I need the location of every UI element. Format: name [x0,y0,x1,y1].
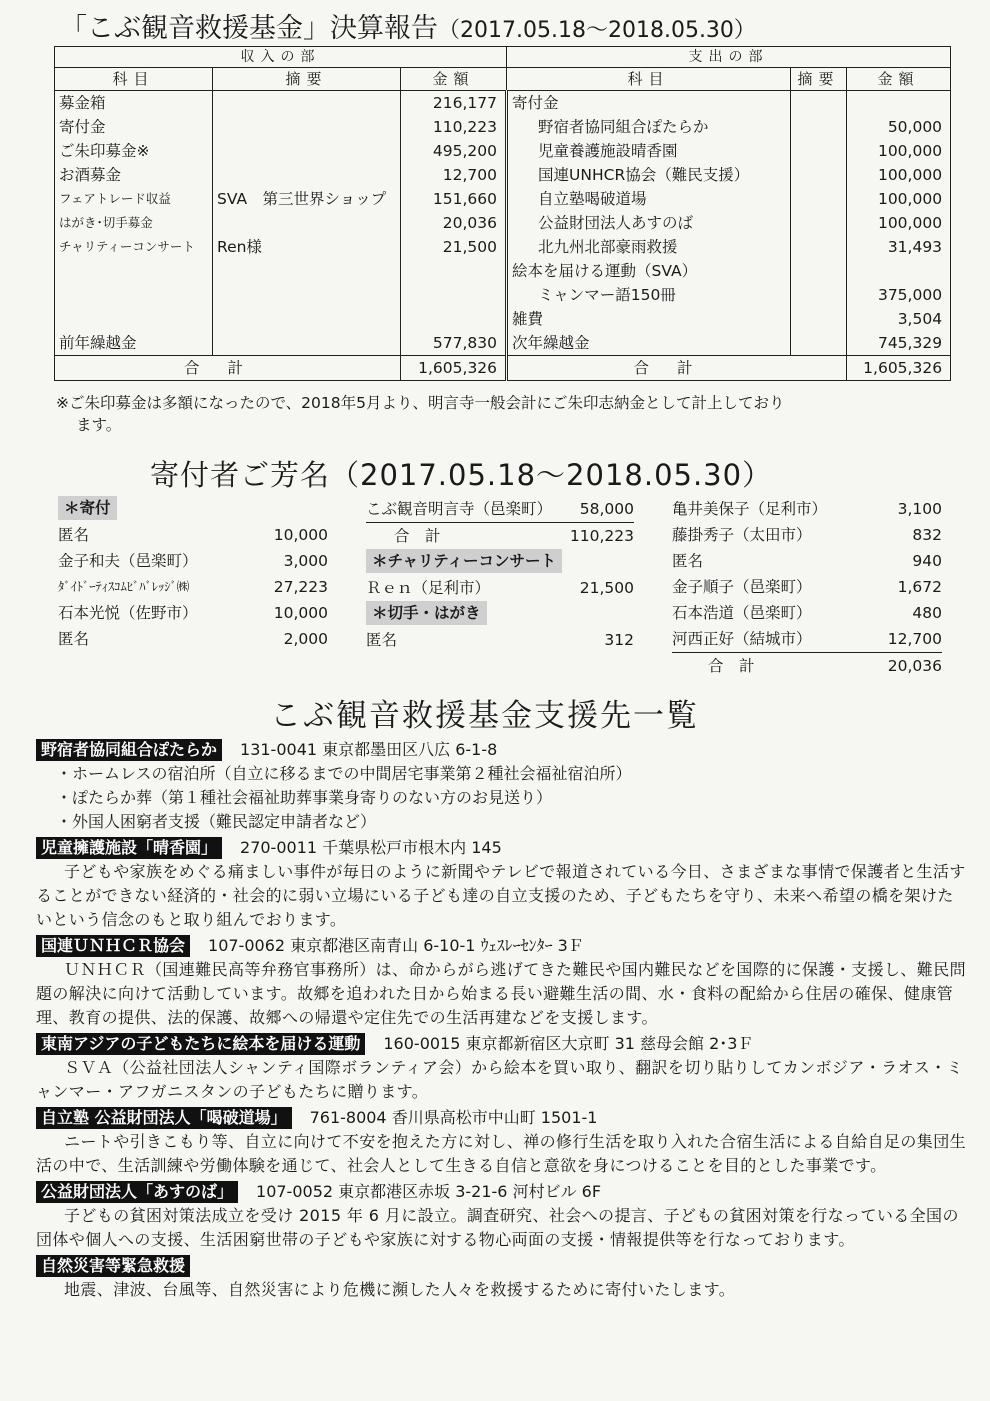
expense-item: 児童養護施設晴香園 [507,139,791,163]
expense-item: 自立塾喝破道場 [507,187,791,211]
list-item: こぶ観音明言寺（邑楽町） 58,000 [366,496,634,523]
footnote-line: ます。 [76,416,122,434]
stamp-tag: ＊切手・はがき [366,601,487,625]
table-row [55,139,951,163]
org-description: 子どもの貧困対策法成立を受け 2015 年 6 月に設立。調査研究、社会への提言、子どもの貧困対策を行なっている全国の団体や個人への支援、生活困窮世帯の子どもや家族に対する物心両面の支援・情報提供等を行なっております。 [36,1206,959,1249]
footnote-line: ※ご朱印募金は多額になったので、2018年5月より、明言寺一般会計にご朱印志納金として計上しており [56,394,785,412]
org-heading: 自然災害等緊急救援 [36,1254,966,1278]
expense-amount: 375,000 [847,283,951,307]
income-col-amount: 金額 [401,68,507,91]
income-col-desc: 摘要 [213,68,401,91]
income-amount: 21,500 [401,235,507,259]
income-item: はがき･切手募金 [55,211,213,235]
table-row [55,187,951,211]
income-desc [213,331,401,356]
expense-amount: 100,000 [847,163,951,187]
expense-item: 公益財団法人あすのば [507,211,791,235]
list-item: 石本光悦（佐野市） 10,000 [58,604,328,622]
income-amount: 216,177 [401,91,507,116]
list-item: 石本浩道（邑楽町） 480 [672,604,942,622]
income-desc [213,163,401,187]
list-item: 亀井美保子（足利市） 3,100 [672,500,942,518]
income-desc [213,115,401,139]
income-item: チャリティーコンサート [55,235,213,259]
report-title-main: 「こぶ観音救援基金」決算報告 [60,13,438,44]
income-item: 寄付金 [55,115,213,139]
table-row [55,259,951,283]
org-heading: 自立塾 公益財団法人「喝破道場」 761-8004 香川県高松市中山町 1501-1 [36,1106,966,1130]
income-total-label: 合計 [55,356,401,381]
org-description: 地震、津波、台風等、自然災害により危機に瀕した人々を救援するために寄付いたします。 [64,1280,736,1299]
org-heading: 野宿者協同組合ぽたらか 131-0041 東京都墨田区八広 6-1-8 [36,738,966,762]
list-item: ・ホームレスの宿泊所（自立に移るまでの中間居宅事業第２種社会福祉宿泊所） [56,764,632,783]
org-heading: 東南アジアの子どもたちに絵本を届ける運動 160-0015 東京都新宿区大京町 31 慈母会館 2･3Ｆ [36,1032,966,1056]
table-row [55,331,951,356]
list-item: Ｒｅｎ（足利市） 21,500 [366,579,634,597]
expense-item: ミャンマー語150冊 [507,283,791,307]
income-amount: 110,223 [401,115,507,139]
org-heading: 公益財団法人「あすのば」 107-0052 東京都港区赤坂 3-21-6 河村ビル 6F [36,1180,966,1204]
expense-col-amount: 金額 [847,68,951,91]
list-item: 金子和夫（邑楽町） 3,000 [58,552,328,570]
income-amount: 495,200 [401,139,507,163]
org-heading: 児童擁護施設「晴香園」 270-0011 千葉県松戸市根木内 145 [36,836,966,860]
table-row [55,283,951,307]
financial-table [54,46,951,381]
expense-col-desc: 摘要 [791,68,847,91]
expense-amount [847,259,951,283]
income-col-item: 科目 [55,68,213,91]
expense-amount: 745,329 [847,331,951,356]
table-row [55,211,951,235]
org-description: ＵＮＨＣＲ（国連難民高等弁務官事務所）は、命からがら逃げてきた難民や国内難民などを国際的に保護・支援し、難民問題の解決に向けて活動しています。故郷を追われた日から始まる長い避難生活の間、水・食料の配給から住居の確保、健康管理、教育の提供、法的保護、故郷への帰還や定住先での生活再建などを支援します。 [36,960,967,1027]
table-row [55,163,951,187]
expense-amount: 100,000 [847,211,951,235]
list-item: ・外国人困窮者支援（難民認定申請者など） [56,812,377,831]
income-item: 前年繰越金 [55,331,213,356]
expense-amount: 31,493 [847,235,951,259]
list-item: ・ぽたらか葬（第１種社会福祉助葬事業身寄りのない方のお見送り） [56,788,553,807]
total-row [55,356,951,381]
org-description: ニートや引きこもり等、自立に向けて不安を抱えた方に対し、禅の修行生活を取り入れた合宿生活による自給自足の集団生活の中で、生活訓練や労働体験を通じて、社会人として生きる自信と意欲を身につけることを目的とした事業です。 [36,1132,967,1175]
expense-total: 1,605,326 [847,356,951,381]
footnote [56,392,946,436]
donor-column-1 [58,496,328,652]
income-amount: 151,660 [401,187,507,211]
report-title-range: （2017.05.18〜2018.05.30） [438,18,756,43]
expense-amount: 100,000 [847,187,951,211]
income-desc [213,91,401,116]
table-row [55,307,951,331]
income-amount: 12,700 [401,163,507,187]
list-item: 匿名 940 [672,552,942,570]
expense-item: 寄付金 [507,91,791,116]
expense-item: 国連UNHCR協会（難民支援） [507,163,791,187]
table-row [55,91,951,116]
expense-col-item: 科目 [507,68,791,91]
expense-item: 絵本を届ける運動（SVA） [507,259,791,283]
expense-item: 次年繰越金 [507,331,791,356]
table-row [55,235,951,259]
list-item: 匿名 2,000 [58,630,328,648]
support-list [36,736,966,1302]
expense-amount: 3,504 [847,307,951,331]
list-item: 金子順子（邑楽町） 1,672 [672,578,942,596]
list-item: 匿名 10,000 [58,526,328,544]
expense-amount: 100,000 [847,139,951,163]
expense-item: 野宿者協同組合ぽたらか [507,115,791,139]
expense-amount [847,91,951,116]
income-amount: 577,830 [401,331,507,356]
expense-amount: 50,000 [847,115,951,139]
donor-column-2 [366,496,634,653]
expense-header: 支出の部 [507,47,951,68]
org-description: ＳＶＡ（公益社団法人シャンティ国際ボランティア会）から絵本を買い取り、翻訳を切り貼りしてカンボジア・ラオス・ミャンマー・アフガニスタンの子どもたちに贈ります。 [36,1058,963,1101]
donation-tag: ＊寄付 [58,496,117,520]
income-header: 収入の部 [55,47,507,68]
expense-item: 雑費 [507,307,791,331]
income-item: お酒募金 [55,163,213,187]
income-amount: 20,036 [401,211,507,235]
income-item: フェアトレード収益 [55,187,213,211]
list-item: 匿名 312 [366,631,634,649]
income-desc: Ren様 [213,235,401,259]
expense-total-label: 合計 [507,356,847,381]
income-desc [213,139,401,163]
subtotal-row: 合 計 20,036 [708,657,942,675]
income-desc: SVA 第三世界ショップ [213,187,401,211]
income-item: 募金箱 [55,91,213,116]
donors-title: 寄付者ご芳名（2017.05.18〜2018.05.30） [150,458,773,492]
report-title [60,6,960,45]
list-item: 河西正好（結城市） 12,700 [672,626,942,653]
subtotal-row: 合 計 110,223 [394,527,634,545]
income-item: ご朱印募金※ [55,139,213,163]
income-desc [213,211,401,235]
table-row [55,115,951,139]
income-total: 1,605,326 [401,356,507,381]
concert-tag: ＊チャリティーコンサート [366,549,562,573]
list-item: 藤掛秀子（太田市） 832 [672,526,942,544]
support-title: こぶ観音救援基金支援先一覧 [270,698,699,734]
org-description: 子どもや家族をめぐる痛ましい事件が毎日のように新聞やテレビで報道されている今日、さまざまな事情で保護者と生活することができない経済的・社会的に弱い立場にいる子ども達の自立支援のため、子どもたちを守り、未来へ希望の橋を架けたいという信念のもと取り組んでおります。 [36,862,966,929]
donor-column-3 [672,496,942,679]
list-item: ﾀﾞｲﾄﾞｰﾃｨｽｺﾑﾋﾞﾊﾞﾚｯｼﾞ㈱ 27,223 [58,578,328,596]
org-heading: 国連ＵＮＨＣＲ協会 107-0062 東京都港区南青山 6-10-1 ｳｪｽﾚｰｾﾝﾀｰ 3Ｆ [36,934,966,958]
expense-item: 北九州北部豪雨救援 [507,235,791,259]
